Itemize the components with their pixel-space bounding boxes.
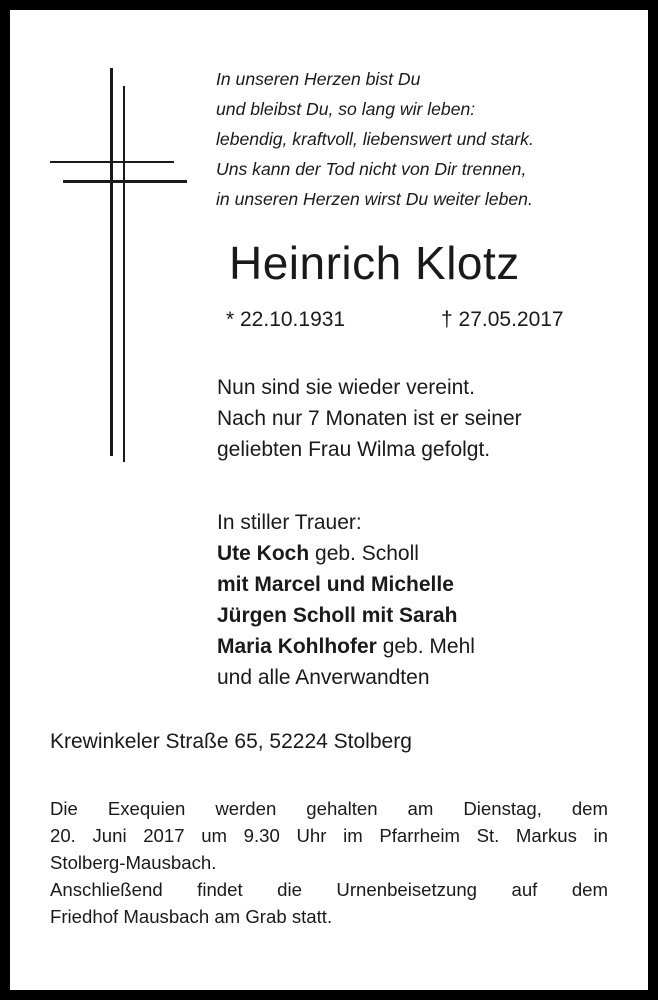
birth-date: * 22.10.1931 (226, 308, 346, 331)
poem-line: In unseren Herzen bist Du (216, 69, 421, 89)
mourner-name: Maria Kohlhofer (217, 635, 377, 658)
intro-text (217, 372, 522, 465)
poem-line: lebendig, kraftvoll, liebenswert und stark. (216, 129, 534, 149)
mourner-entry (217, 538, 475, 569)
intro-line: geliebten Frau Wilma gefolgt. (217, 438, 491, 461)
mourning-heading: In stiller Trauer: (217, 511, 362, 534)
obituary-notice (10, 10, 648, 990)
cross-icon-horizontal-bar (50, 161, 174, 163)
mourner-name: Ute Koch (217, 542, 310, 565)
notice-line: Stolberg-Mausbach. (50, 852, 217, 873)
address: Krewinkeler Straße 65, 52224 Stolberg (50, 730, 412, 753)
mourner-entry: Jürgen Scholl mit Sarah (217, 604, 458, 627)
cross-icon-horizontal-bar-offset (63, 180, 187, 183)
intro-line: Nach nur 7 Monaten ist er seiner (217, 407, 522, 430)
poem (216, 64, 616, 214)
deceased-name: Heinrich Klotz (229, 237, 520, 289)
poem-line: und bleibst Du, so lang wir leben: (216, 99, 476, 119)
mourner-note: geb. Mehl (376, 635, 475, 658)
notice-line: Die Exequien werden gehalten am Dienstag, dem (50, 798, 608, 819)
mourner-entry: und alle Anverwandten (217, 666, 430, 689)
mourner-entry: mit Marcel und Michelle (217, 573, 454, 596)
poem-line: Uns kann der Tod nicht von Dir trennen, (216, 159, 527, 179)
cross-icon-vertical-bar-offset (123, 86, 125, 462)
notice-line: Friedhof Mausbach am Grab statt. (50, 906, 333, 927)
mourner-entry (217, 631, 475, 662)
death-date: † 27.05.2017 (441, 308, 564, 331)
poem-line: in unseren Herzen wirst Du weiter leben. (216, 189, 533, 209)
mourner-note: geb. Scholl (309, 542, 419, 565)
funeral-notice (50, 795, 608, 930)
intro-line: Nun sind sie wieder vereint. (217, 376, 475, 399)
notice-line: Anschließend findet die Urnenbeisetzung auf dem (50, 879, 608, 900)
mourners-list (217, 507, 475, 693)
notice-line: 20. Juni 2017 um 9.30 Uhr im Pfarrheim St. Markus in (50, 825, 608, 846)
cross-icon-vertical-bar (110, 68, 113, 456)
